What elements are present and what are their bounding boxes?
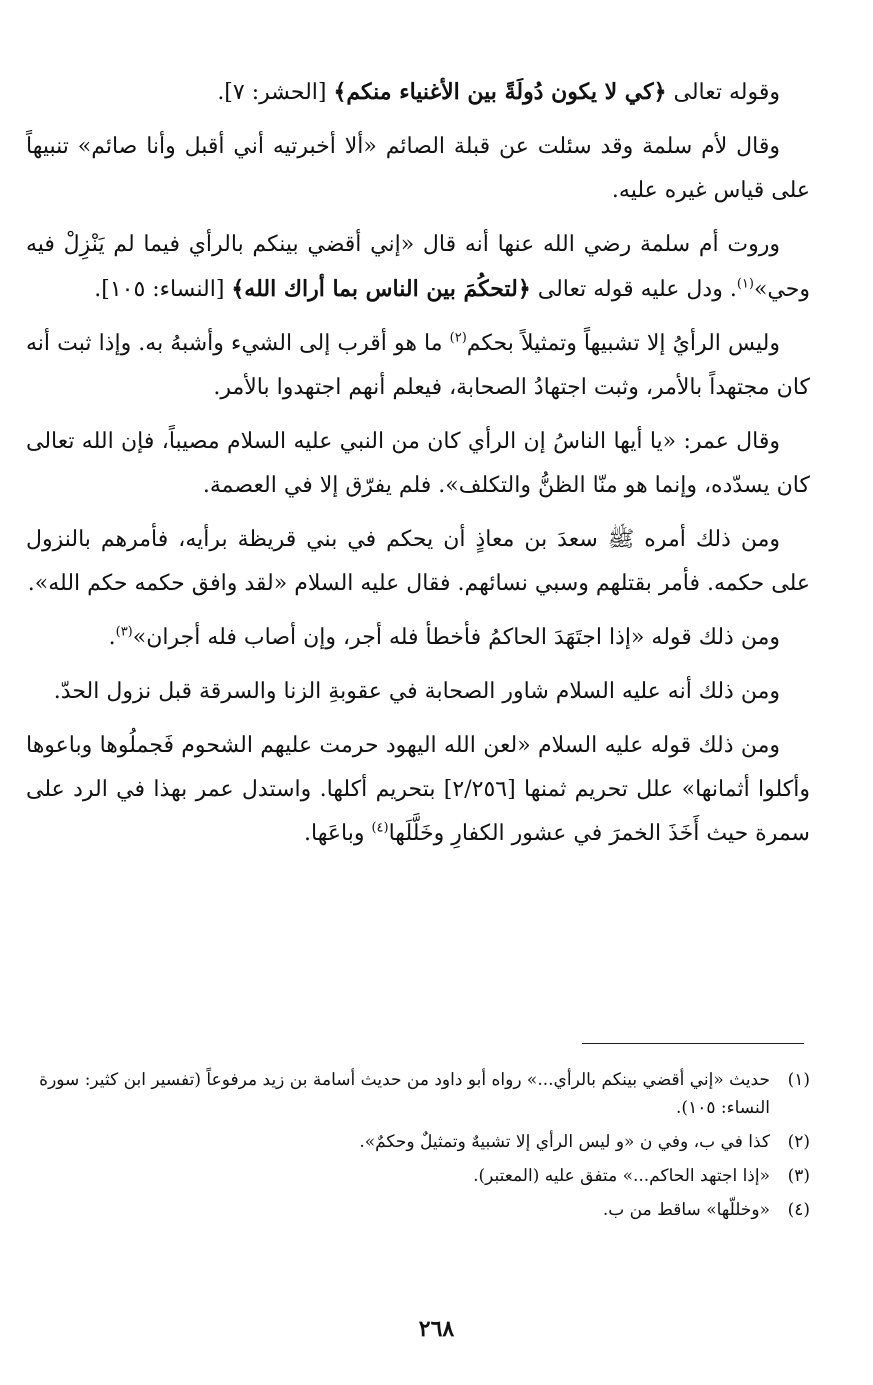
footnote-divider bbox=[582, 1043, 804, 1044]
footnote-number: (٤) bbox=[787, 1200, 810, 1220]
paragraph bbox=[26, 223, 810, 312]
footnote bbox=[26, 1196, 810, 1224]
paragraph-text: وباعَها. bbox=[304, 821, 372, 846]
footnote-text: «إذا اجتهد الحاكم...» متفق عليه (المعتبر). bbox=[473, 1166, 770, 1186]
footnote-number: (٢) bbox=[787, 1132, 810, 1152]
footnote-number: (٣) bbox=[787, 1166, 810, 1186]
footnote bbox=[26, 1066, 810, 1122]
paragraph-text: ومن ذلك أنه عليه السلام شاور الصحابة في عقوبةِ الزنا والسرقة قبل نزول الحدّ. bbox=[53, 679, 780, 704]
paragraph-text: وقال عمر: «يا أيها الناسُ إن الرأي كان من النبي عليه السلام مصيباً، فإن الله تعالى كان يسدّده، وإنما هو منّا الظنُّ والتكلف». فلم يفرّق إلا في العصمة. bbox=[26, 429, 810, 498]
footnote bbox=[26, 1162, 810, 1190]
paragraph bbox=[26, 616, 810, 660]
quran-verse: ﴿كي لا يكون دُولَةً بين الأغنياء منكم﴾ bbox=[333, 79, 667, 105]
footnote-reference: (٢) bbox=[449, 330, 467, 346]
footnotes bbox=[26, 1066, 810, 1230]
paragraph-text: وقوله تعالى bbox=[666, 80, 780, 105]
paragraph-text: ومن ذلك قوله عليه السلام «لعن الله اليهود حرمت عليهم الشحوم فَجملُوها وباعوها وأكلوا أثمانها» علل تحريم ثمنها [٢/٢٥٦] بتحريم أكلها. واستدل عمر بهذا في الرد على سمرة حيث أَخَذَ الخمرَ في عشور الكفارِ وخَلَّلَها bbox=[26, 733, 811, 846]
quran-verse: ﴿لتحكُمَ بين الناس بما أراك الله﴾ bbox=[231, 276, 531, 302]
paragraph-text: [النساء: ١٠٥]. bbox=[94, 277, 232, 302]
footnote-text: كذا في ب، وفي ن «و ليس الرأي إلا تشبيهٌ وتمثيلٌ وحكمٌ». bbox=[359, 1132, 770, 1152]
paragraph bbox=[26, 125, 810, 213]
paragraph bbox=[26, 322, 810, 410]
paragraph bbox=[26, 518, 810, 606]
footnote-number: (١) bbox=[787, 1070, 810, 1090]
paragraph bbox=[26, 670, 810, 714]
footnote-reference: (١) bbox=[736, 276, 754, 292]
paragraph-text: وروت أم سلمة رضي الله عنها أنه قال «إني أقضي بينكم بالرأي فيما لم يَنْزِلْ فيه وحي» bbox=[26, 232, 810, 302]
paragraph bbox=[26, 420, 810, 508]
paragraph bbox=[26, 724, 810, 856]
paragraph-text: وليس الرأيُ إلا تشبيهاً وتمثيلاً بحكم bbox=[466, 331, 781, 356]
page-number: ٢٦٨ bbox=[418, 1316, 455, 1342]
paragraph-text: . bbox=[108, 625, 116, 650]
footnote bbox=[26, 1128, 810, 1156]
footnote-text: «وخللّها» ساقط من ب. bbox=[602, 1200, 770, 1220]
paragraph-text: ومن ذلك قوله «إذا اجتَهَدَ الحاكمُ فأخطأ فله أجر، وإن أصاب فله أجران» bbox=[132, 625, 780, 650]
paragraph-text: ما هو أقرب إلى الشيء وأشبهُ به. وإذا ثبت أنه كان مجتهداً بالأمر، وثبت اجتهادُ الصحابة، فيعلم أنهم اجتهدوا بالأمر. bbox=[26, 331, 810, 400]
paragraph-text: ومن ذلك أمره ﷺ سعدَ بن معاذٍ أن يحكم في بني قريظة برأيه، فأمرهم بالنزول على حكمه. فأمر بقتلهم وسبي نسائهم. فقال عليه السلام «لقد وافق حكمه حكم الله». bbox=[26, 527, 810, 596]
paragraph-text: [الحشر: ٧]. bbox=[217, 80, 334, 105]
footnote-text: حديث «إني أقضي بينكم بالرأي...» رواه أبو داود من حديث أسامة بن زيد مرفوعاً (تفسير ابن كثير: سورة النساء: ١٠٥). bbox=[39, 1070, 770, 1118]
footnote-reference: (٣) bbox=[115, 624, 133, 640]
paragraph-text: وقال لأم سلمة وقد سئلت عن قبلة الصائم «ألا أخبرتيه أني أقبل وأنا صائم» تنبيهاً على قياس غيره عليه. bbox=[26, 134, 810, 203]
paragraph-text: . ودل عليه قوله تعالى bbox=[530, 277, 737, 302]
footnote-reference: (٤) bbox=[371, 820, 389, 836]
main-text bbox=[26, 70, 810, 866]
paragraph bbox=[26, 70, 810, 115]
